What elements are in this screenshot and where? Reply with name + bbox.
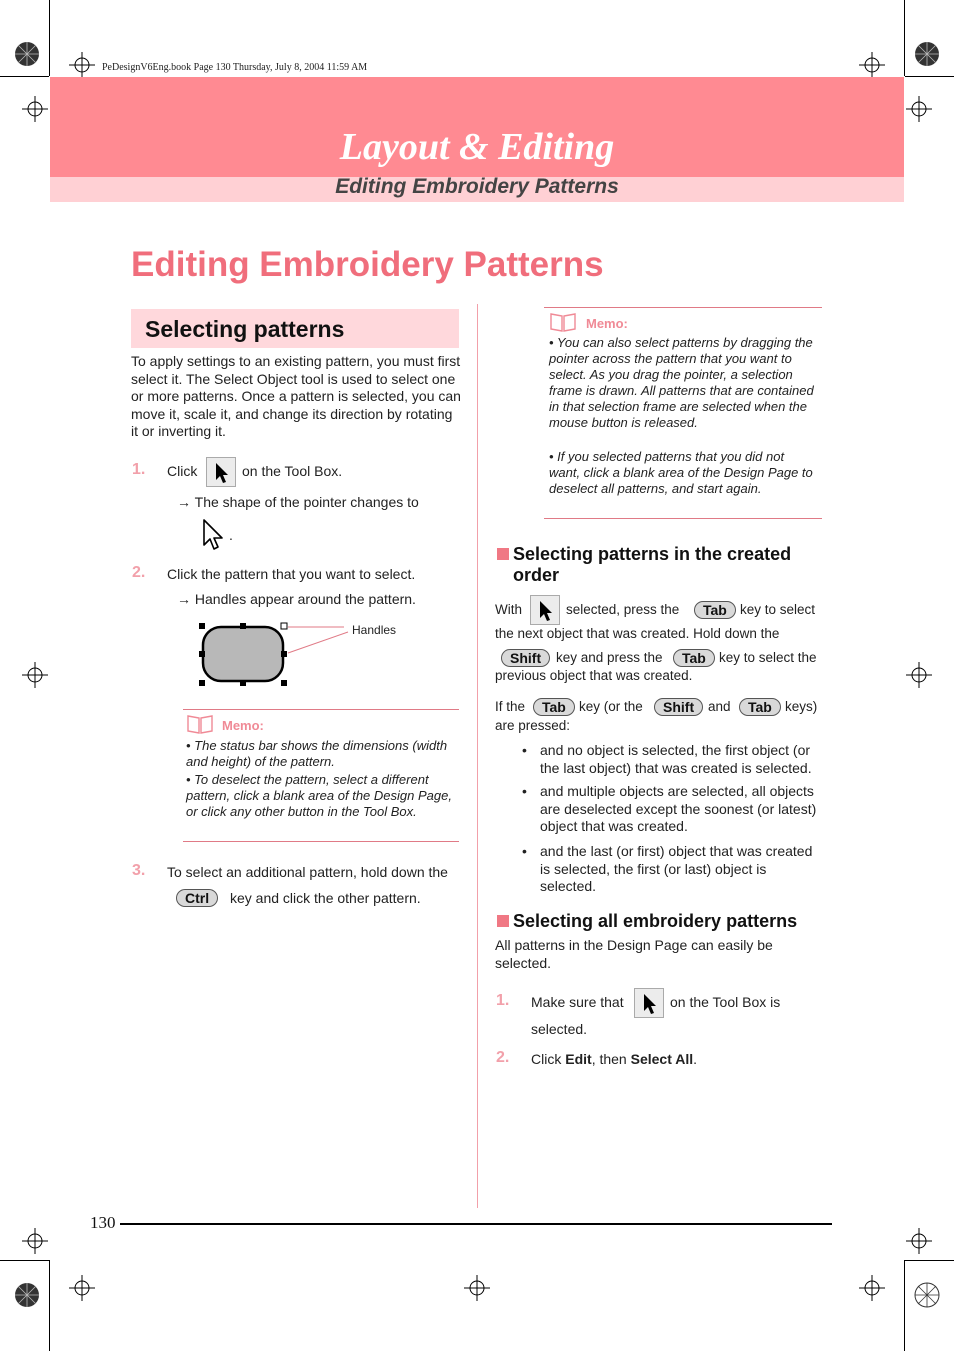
step-text-then: , then [591,1051,627,1067]
shift-key: Shift [654,698,703,716]
select-tool-button[interactable] [530,595,560,625]
memo-item: • You can also select patterns by dragging the pointer across the pattern that you want to select. As you drag the pointer, a selection frame is drawn. All patterns that are contained in that selection frame are selected when the mouse button is released. [549,335,814,430]
section-heading: Selecting all embroidery patterns [513,911,798,931]
footer-rule [120,1223,832,1225]
section-subtitle: Editing Embroidery Patterns [335,175,619,198]
step-text-click: Click [531,1051,562,1067]
page-title: Editing Embroidery Patterns [131,245,604,284]
handles-diagram [196,620,356,690]
memo-item: • If you selected patterns that you did not want, click a blank area of the Design Page to deselect all patterns, and start again. [549,449,813,496]
book-icon [549,311,577,333]
step-number: 1. [496,992,510,1009]
bullet-mark: • [522,742,527,758]
column-divider [477,304,478,1208]
section-square-icon [497,548,509,560]
tab-key: Tab [739,698,781,716]
crosshair-icon [22,96,48,122]
crosshair-icon [69,52,95,78]
select-arrow-icon [207,458,235,486]
period: . [229,527,233,543]
menu-select-all: Select All [630,1051,694,1067]
body-text: the next object that was created. Hold down the [495,626,780,641]
step-result: → Handles appear around the pattern. [177,591,416,607]
crosshair-icon [464,1275,490,1301]
crosshair-icon [22,662,48,688]
crosshair-icon [69,1275,95,1301]
bullet-item: and multiple objects are selected, all objects are deselected except the soonest (or latest) object that was created. [540,783,817,835]
body-text: key and press the [556,650,663,665]
tab-key: Tab [673,649,715,667]
memo-rule [544,518,822,519]
section-heading: Selecting patterns in the created [513,544,792,564]
step-text: To select an additional pattern, hold down the [167,864,448,880]
step-text: on the Tool Box. [242,463,343,479]
bullet-mark: • [522,783,527,799]
heading-selecting-patterns: Selecting patterns [145,316,345,342]
step-text: Click the pattern that you want to select. [167,566,416,582]
step-text: Make sure that [531,994,624,1010]
select-tool-button[interactable] [634,988,664,1018]
registration-mark-icon [14,41,40,67]
ctrl-key: Ctrl [176,889,218,907]
step-result: → The shape of the pointer changes to [177,494,419,510]
period: . [693,1051,698,1067]
memo-rule [183,841,459,842]
step-number: 2. [496,1049,510,1066]
shift-key: Shift [501,649,550,667]
body-text: key (or the [579,699,643,714]
print-slug: PeDesignV6Eng.book Page 130 Thursday, July 8, 2004 11:59 AM [102,62,368,73]
memo-rule [544,307,822,308]
intro-paragraph: To apply settings to an existing pattern, you must first select it. The Select Object tool is used to select one or more patterns. Once a pattern is selected, you can move it, scale it, and change its direction by rotating it or inverting it. [131,353,461,440]
step-text [531,1051,697,1067]
handles-label: Handles [352,623,397,637]
select-tool-button[interactable] [206,457,236,487]
memo-rule [183,709,459,710]
crosshair-icon [906,96,932,122]
registration-mark-icon [914,1282,940,1308]
select-arrow-icon [635,989,663,1017]
step-text: on the Tool Box is [670,994,781,1010]
step-number: 2. [132,564,146,581]
body-text: previous object that was created. [495,668,693,683]
tab-key: Tab [694,601,736,619]
step-text: selected. [531,1021,588,1037]
section-heading: order [513,565,560,585]
body-text: and [708,699,731,714]
body-text: key to select the [719,650,817,665]
section-square-icon [497,915,509,927]
page-number: 130 [90,1213,116,1232]
body-text: All patterns in the Design Page can easily be selected. [495,937,773,971]
crosshair-icon [859,52,885,78]
memo-label: Memo: [586,316,628,331]
crosshair-icon [859,1275,885,1301]
select-arrow-icon [531,596,559,624]
memo-label: Memo: [222,718,264,733]
menu-edit: Edit [565,1051,592,1067]
book-icon [186,713,214,735]
pointer-outline-icon [201,518,227,552]
bullet-item: and no object is selected, the first object (or the last object) that was created is selected. [540,742,812,776]
memo-item: • To deselect the pattern, select a different pattern, click a blank area of the Design Page, or click any other button in the Tool Box. [186,772,452,819]
step-text: key and click the other pattern. [230,890,421,906]
step-text: Click [167,463,198,479]
registration-mark-icon [14,1282,40,1308]
body-text: key to select [740,602,816,617]
memo-item: • The status bar shows the dimensions (width and height) of the pattern. [186,738,448,769]
bullet-item: and the last (or first) object that was created is selected, the first (or last) object is selected. [540,843,813,895]
body-text: keys) [785,699,818,714]
chapter-title: Layout & Editing [339,126,615,168]
step-number: 1. [132,461,146,478]
crosshair-icon [906,1228,932,1254]
bullet-mark: • [522,843,527,859]
crosshair-icon [906,662,932,688]
crosshair-icon [22,1228,48,1254]
body-text: selected, press the [566,602,680,617]
body-text: With [495,602,522,617]
body-text: If the [495,699,526,714]
registration-mark-icon [914,41,940,67]
tab-key: Tab [533,698,575,716]
body-text: are pressed: [495,718,571,733]
step-number: 3. [132,862,146,879]
